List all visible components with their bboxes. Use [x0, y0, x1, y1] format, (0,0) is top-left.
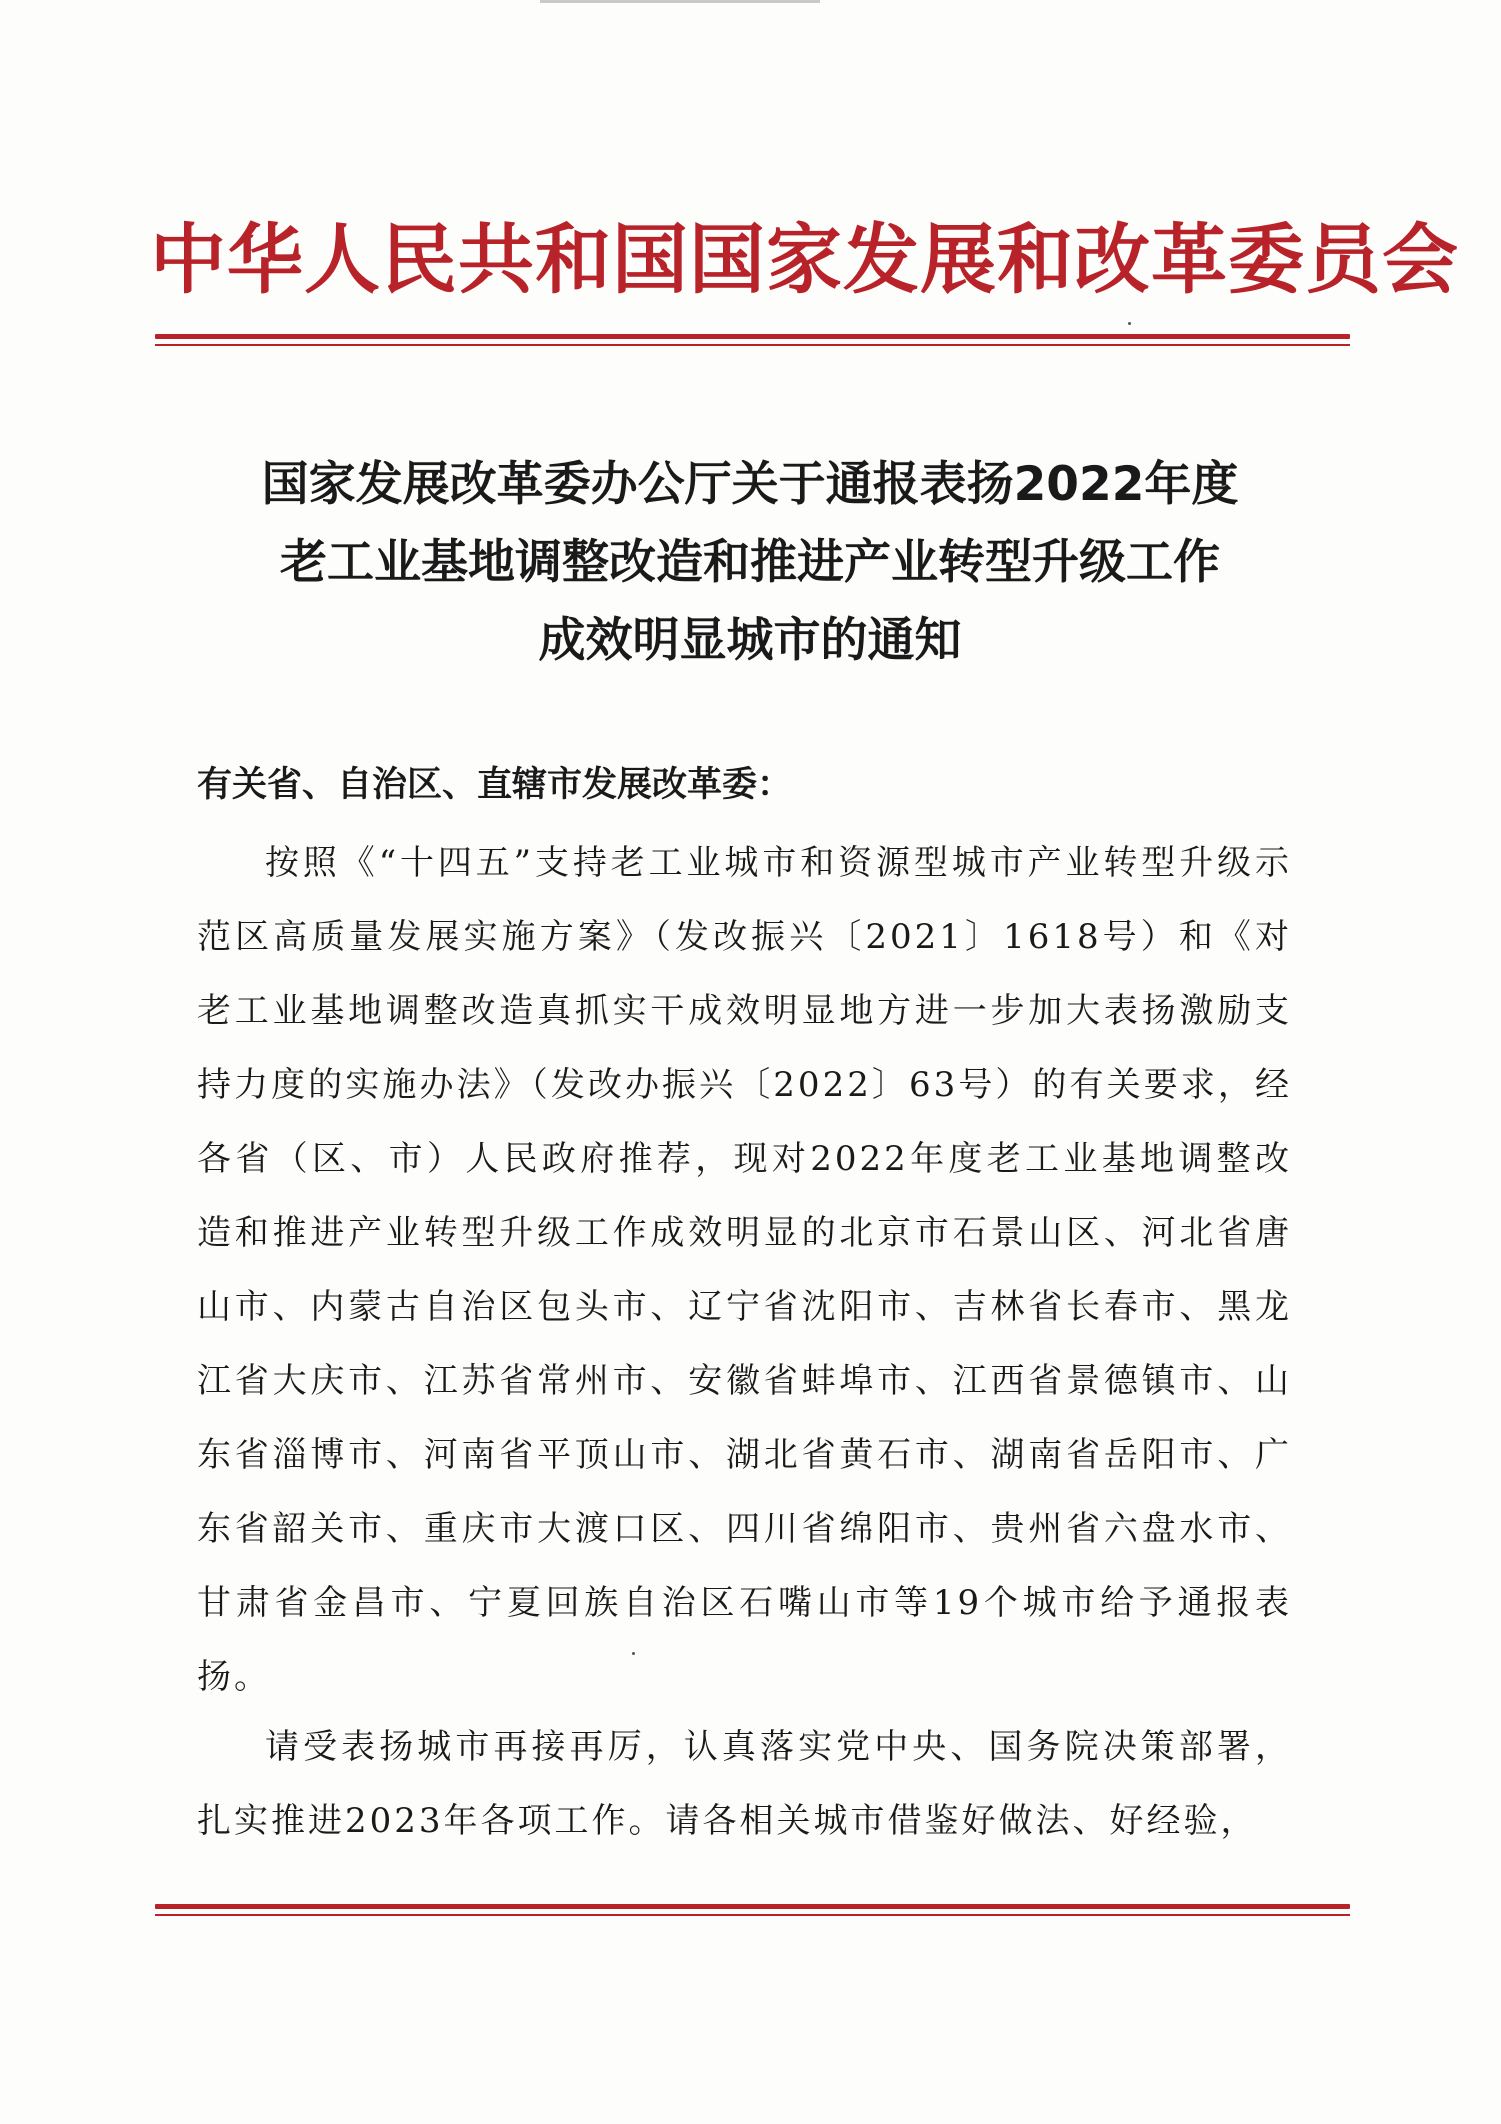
- document-title: [200, 446, 1300, 680]
- scan-speck: [1128, 322, 1131, 325]
- body-paragraph: 按照《“十四五”支持老工业城市和资源型城市产业转型升级示范区高质量发展实施方案》（发改振兴〔2021〕1618号）和《对老工业基地调整改造真抓实干成效明显地方进一步加大表扬激励支持力度的实施办法》（发改办振兴〔2022〕63号）的有关要求，经各省（区、市）人民政府推荐，现对2022年度老工业基地调整改造和推进产业转型升级工作成效明显的北京市石景山区、河北省唐山市、内蒙古自治区包头市、辽宁省沈阳市、吉林省长春市、黑龙江省大庆市、江苏省常州市、安徽省蚌埠市、江西省景德镇市、山东省淄博市、河南省平顶山市、湖北省黄石市、湖南省岳阳市、广东省韶关市、重庆市大渡口区、四川省绵阳市、贵州省六盘水市、甘肃省金昌市、宁夏回族自治区石嘴山市等19个城市给予通报表扬。: [197, 843, 1292, 1697]
- footer-divider: [155, 1904, 1350, 1916]
- divider-thick-line: [155, 1904, 1350, 1909]
- scan-speck: [632, 1652, 635, 1655]
- body-paragraph: 请受表扬城市再接再厉，认真落实党中央、国务院决策部署，扎实推进2023年各项工作。请各相关城市借鉴好做法、好经验，: [197, 1727, 1292, 1841]
- scan-edge-mark: [540, 0, 820, 3]
- masthead-divider: [155, 334, 1350, 346]
- divider-thin-line: [155, 344, 1350, 346]
- issuer-masthead: 中华人民共和国国家发展和改革委员会: [150, 215, 1459, 304]
- title-line: 成效明显城市的通知: [538, 613, 962, 668]
- title-line: 老工业基地调整改造和推进产业转型升级工作: [280, 535, 1220, 590]
- divider-thick-line: [155, 334, 1350, 339]
- divider-thin-line: [155, 1914, 1350, 1916]
- title-line: 国家发展改革委办公厅关于通报表扬2022年度: [261, 457, 1239, 512]
- salutation: 有关省、自治区、直辖市发展改革委：: [197, 765, 793, 805]
